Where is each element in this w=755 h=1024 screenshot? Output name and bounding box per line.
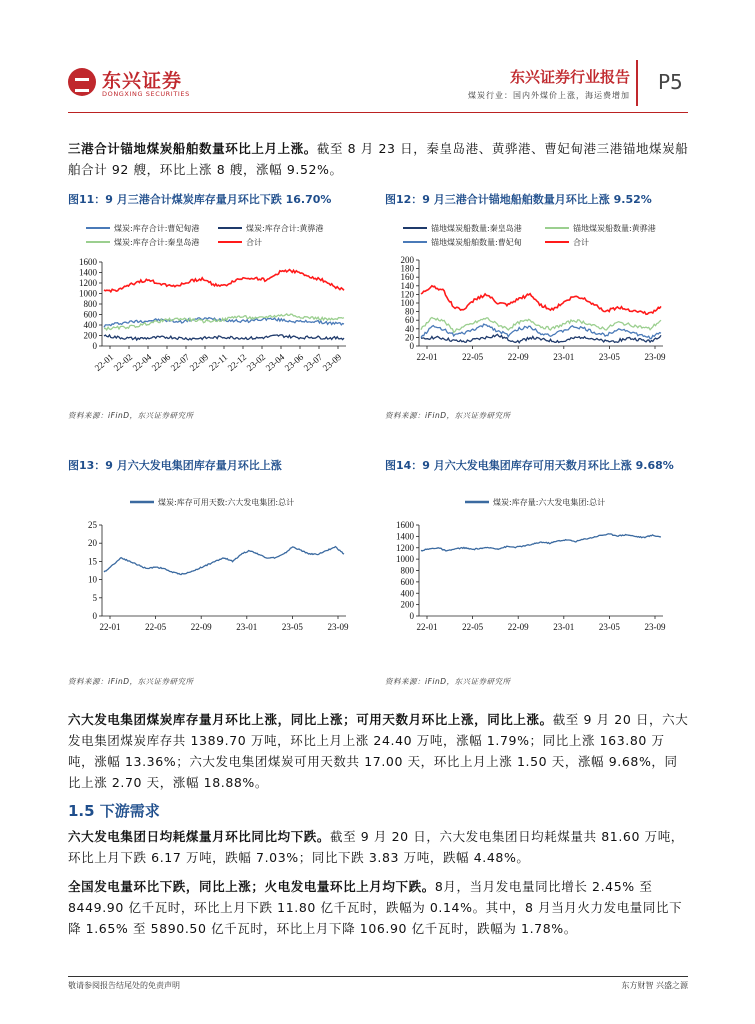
fig11-source: 资料来源：iFinD，东兴证券研究所	[68, 411, 194, 420]
y-tick-label: 120	[400, 289, 414, 300]
y-tick-label: 0	[92, 341, 97, 351]
paragraph-body: 截至 9 月 20 日，六大发电集团煤炭库存共 1389.70 万吨，环比上月上涨 24.40 万吨，涨幅 1.79%；同比上涨 163.80 万吨，涨幅 13.36%；六大发电集团煤炭可用天数共 17.00 天，环比上月上涨 1.50 天，涨幅 9.68%，同比上涨 2.70 天，涨幅 18.88%。	[68, 712, 689, 790]
series-line	[421, 334, 661, 342]
y-tick-label: 100	[400, 298, 414, 308]
x-tick-label: 22-01	[416, 622, 438, 632]
fig14-chart	[385, 490, 685, 640]
y-tick-label: 15	[88, 556, 97, 567]
legend-label: 煤炭:库存合计:黄骅港	[246, 224, 324, 233]
y-tick-label: 600	[83, 309, 97, 320]
fig12-source: 资料来源：iFinD，东兴证券研究所	[385, 411, 511, 420]
x-tick-label: 22-04	[130, 351, 154, 374]
x-tick-label: 22-09	[507, 622, 529, 632]
logo-text-en: DONGXING SECURITIES	[102, 90, 190, 98]
x-tick-label: 22-01	[416, 352, 438, 362]
y-tick-label: 40	[405, 323, 414, 334]
x-tick-label: 23-09	[327, 622, 349, 632]
legend-label: 煤炭:库存合计:曹妃甸港	[114, 224, 200, 233]
fig12-legend	[403, 223, 656, 247]
footer-rule	[68, 976, 688, 977]
legend-label: 锚地煤炭船舶数量:曹妃甸	[431, 238, 522, 247]
paragraph-power-generation	[68, 876, 690, 939]
x-tick-label: 22-01	[92, 351, 116, 374]
paragraph-power-group-inventory	[68, 709, 690, 793]
y-tick-label: 800	[83, 299, 97, 309]
footer-slogan: 东方财智 兴盛之源	[621, 981, 688, 990]
x-tick-label: 23-06	[282, 351, 306, 374]
page-number: P5	[658, 70, 683, 94]
fig14-source: 资料来源：iFinD，东兴证券研究所	[385, 677, 511, 686]
y-tick-label: 1200	[396, 542, 414, 553]
y-tick-label: 200	[83, 330, 97, 341]
y-tick-label: 0	[92, 611, 97, 621]
paragraph-lead: 六大发电集团日均耗煤量月环比同比均下跌。	[68, 829, 331, 844]
y-tick-label: 80	[405, 306, 414, 317]
x-tick-label: 23-02	[244, 351, 268, 374]
y-tick-label: 200	[400, 599, 414, 610]
y-tick-label: 1400	[396, 531, 414, 542]
paragraph-body: 截至 8 月 23 日，秦皇岛港、黄骅港、曹妃甸港三港锚地煤炭船舶合计 92 艘，环比上涨 8 艘，涨幅 9.52%。	[68, 141, 689, 177]
legend-label: 锚地煤炭船数量:秦皇岛港	[431, 224, 522, 233]
x-tick-label: 23-01	[236, 622, 258, 632]
y-tick-label: 10	[88, 574, 97, 585]
fig13-title: 图13：9 月六大发电集团库存量月环比上涨	[68, 459, 282, 472]
y-tick-label: 200	[400, 255, 414, 265]
chart-axes	[419, 525, 663, 616]
y-tick-label: 20	[405, 332, 414, 343]
paragraph-lead: 全国发电量环比下跌，同比上涨；火电发电量环比上月均下跌。	[68, 879, 435, 894]
y-tick-label: 20	[88, 538, 97, 549]
fig12-title: 图12：9 月三港合计锚地船舶数量月环比上涨 9.52%	[385, 193, 652, 206]
y-tick-label: 1200	[79, 278, 97, 288]
y-tick-label: 1000	[79, 288, 97, 299]
fig11-legend	[86, 223, 323, 247]
y-tick-label: 400	[83, 320, 97, 330]
x-tick-label: 22-09	[190, 622, 212, 632]
company-logo	[68, 66, 190, 104]
x-tick-label: 22-12	[225, 351, 249, 374]
x-tick-label: 23-01	[553, 622, 575, 632]
paragraph-daily-consumption	[68, 826, 690, 868]
footer-disclaimer: 敬请参阅报告结尾处的免责声明	[68, 981, 180, 990]
y-tick-label: 400	[400, 588, 414, 599]
x-tick-label: 23-09	[644, 352, 666, 362]
y-tick-label: 0	[409, 341, 414, 351]
series-line	[421, 324, 661, 339]
fig14-title: 图14：9 月六大发电集团库存可用天数月环比上涨 9.68%	[385, 459, 674, 472]
y-tick-label: 180	[400, 263, 414, 274]
logo-text-cn: 东兴证券	[102, 70, 183, 92]
y-tick-label: 1600	[79, 257, 97, 267]
x-tick-label: 22-11	[207, 351, 230, 373]
legend-label: 合计	[573, 238, 589, 247]
chart-axes	[419, 260, 663, 346]
x-tick-label: 23-05	[598, 352, 620, 362]
paragraph-lead: 六大发电集团煤炭库存量月环比上涨，同比上涨；可用天数月环比上涨，同比上涨。	[68, 712, 553, 727]
x-tick-label: 23-01	[553, 352, 575, 362]
y-tick-label: 160	[400, 272, 414, 283]
legend-label: 煤炭:库存合计:秦皇岛港	[114, 238, 200, 247]
y-tick-label: 25	[88, 520, 97, 530]
fig13-source: 资料来源：iFinD，东兴证券研究所	[68, 677, 194, 686]
paragraph-anchorage-ships	[68, 138, 690, 180]
y-tick-label: 800	[400, 565, 414, 576]
header-divider	[636, 60, 638, 106]
series-line	[421, 534, 661, 551]
x-tick-label: 23-07	[301, 351, 325, 374]
report-subtitle: 煤炭行业：国内外煤价上涨，海运费增加	[468, 91, 630, 100]
x-tick-label: 23-09	[320, 351, 344, 374]
x-tick-label: 23-04	[263, 351, 287, 374]
report-type: 东兴证券行业报告	[509, 68, 630, 86]
series-line	[104, 547, 344, 575]
chart-axes	[102, 262, 346, 346]
y-tick-label: 60	[405, 315, 414, 326]
x-tick-label: 22-01	[99, 622, 121, 632]
series-line	[104, 270, 344, 292]
x-tick-label: 22-05	[145, 622, 167, 632]
series-line	[421, 286, 661, 315]
legend-label: 煤炭:库存量:六大发电集团:总计	[493, 498, 606, 507]
x-tick-label: 23-05	[598, 622, 620, 632]
logo-icon	[68, 68, 96, 96]
fig12-chart	[385, 214, 685, 384]
header-rule	[68, 112, 688, 113]
y-tick-label: 600	[400, 576, 414, 587]
series-line	[104, 335, 344, 340]
fig11-title: 图11：9 月三港合计煤炭库存量月环比下跌 16.70%	[68, 193, 332, 206]
x-tick-label: 22-07	[168, 351, 192, 374]
fig13-chart	[68, 490, 368, 640]
paragraph-lead: 三港合计锚地煤炭船舶数量环比上月上涨。	[68, 141, 317, 156]
y-tick-label: 140	[400, 280, 414, 291]
x-tick-label: 22-05	[462, 352, 484, 362]
fig14-legend	[465, 497, 605, 507]
x-tick-label: 22-05	[462, 622, 484, 632]
chart-axes	[102, 525, 346, 616]
x-tick-label: 22-02	[111, 351, 135, 374]
y-tick-label: 1600	[396, 520, 414, 530]
x-tick-label: 22-09	[187, 351, 211, 374]
x-tick-label: 22-06	[149, 351, 173, 374]
x-tick-label: 22-09	[507, 352, 529, 362]
paragraph-body: 截至 9 月 20 日，六大发电集团日均耗煤量共 81.60 万吨，环比上月下跌 6.17 万吨，跌幅 7.03%；同比下跌 3.83 万吨，跌幅 4.48%。	[68, 829, 684, 865]
y-tick-label: 5	[92, 592, 97, 603]
legend-label: 煤炭:库存可用天数:六大发电集团:总计	[158, 498, 295, 507]
legend-label: 锚地煤炭船数量:黄骅港	[573, 224, 656, 233]
paragraph-body: 8月，当月发电量同比增长 2.45% 至 8449.90 亿千瓦时，环比上月下跌 11.80 亿千瓦时，跌幅为 0.14%。其中，8 月当月火力发电量同比下降 1.65% 至 5890.50 亿千瓦时，环比上月下降 106.90 亿千瓦时，跌幅为 1.78%。	[68, 879, 683, 936]
y-tick-label: 0	[409, 611, 414, 621]
x-tick-label: 23-05	[281, 622, 303, 632]
y-tick-label: 1000	[396, 554, 414, 565]
legend-label: 合计	[246, 238, 262, 247]
y-tick-label: 1400	[79, 267, 97, 278]
x-tick-label: 23-09	[644, 622, 666, 632]
fig13-legend	[130, 497, 294, 507]
fig11-chart	[68, 214, 368, 384]
section-heading: 1.5 下游需求	[68, 802, 160, 820]
